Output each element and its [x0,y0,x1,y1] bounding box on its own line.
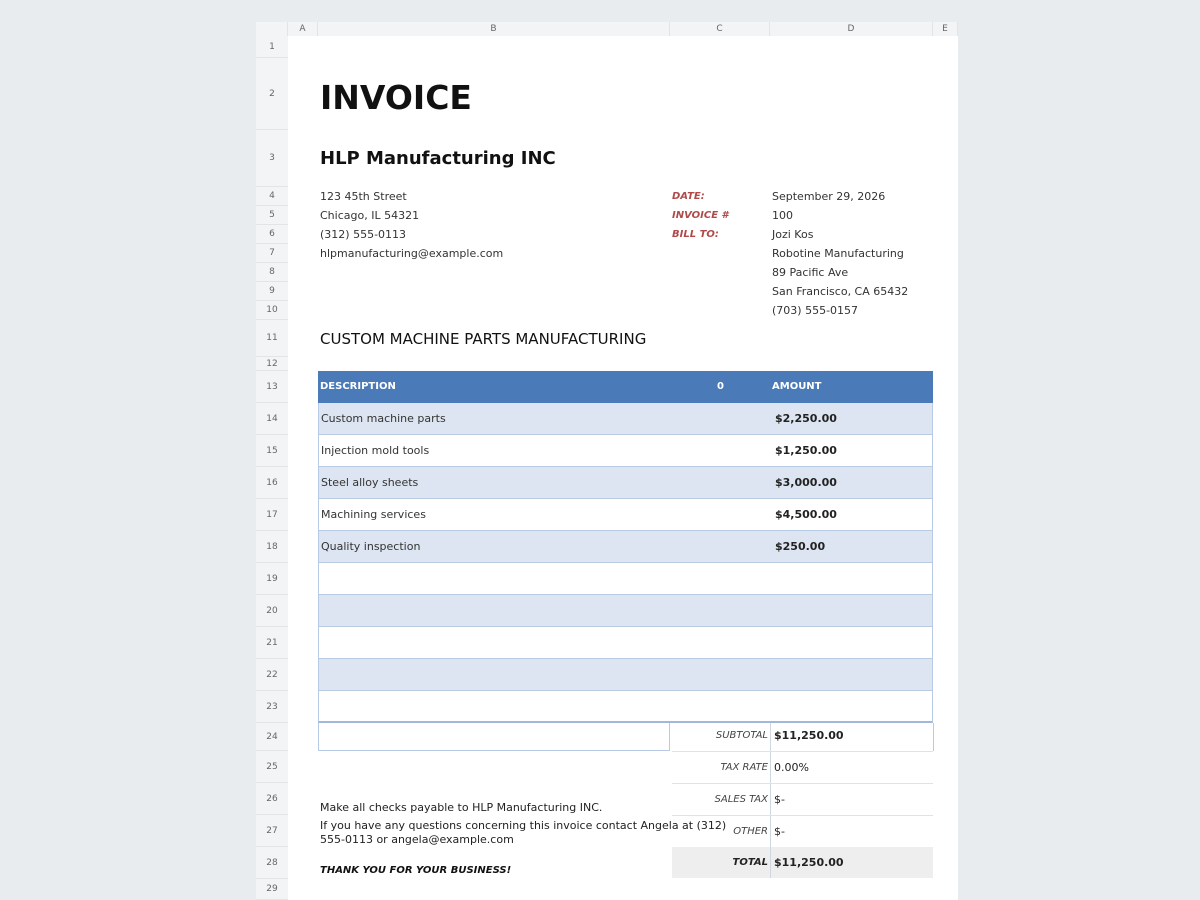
row-header-27[interactable]: 27 [256,815,288,847]
column-header-e[interactable]: E [933,22,958,36]
items-table-header [318,371,933,403]
row-header-19[interactable]: 19 [256,563,288,595]
bill-to-name[interactable]: Jozi Kos [772,228,814,241]
row-header-16[interactable]: 16 [256,467,288,499]
item-description: Custom machine parts [321,412,446,425]
column-header-d[interactable]: D [770,22,933,36]
bill-to-company[interactable]: Robotine Manufacturing [772,247,904,260]
item-amount: $250.00 [775,540,826,553]
bill-to-label[interactable]: BILL TO: [672,229,719,240]
row-header-24[interactable]: 24 [256,723,288,751]
bill-to-phone[interactable]: (703) 555-0157 [772,304,859,317]
company-street[interactable]: 123 45th Street [320,190,407,203]
table-row[interactable] [318,659,933,691]
row-header-18[interactable]: 18 [256,531,288,563]
bill-to-city[interactable]: San Francisco, CA 65432 [772,285,909,298]
thank-you-note[interactable]: THANK YOU FOR YOUR BUSINESS! [320,865,512,876]
row-header-2[interactable]: 2 [256,58,288,130]
row-header-13[interactable]: 13 [256,371,288,403]
row-header-28[interactable]: 28 [256,847,288,879]
select-all-corner[interactable] [256,22,288,36]
invoice-number-value[interactable]: 100 [772,209,793,222]
company-name[interactable]: HLP Manufacturing INC [320,148,556,169]
table-row[interactable] [318,531,933,563]
invoice-number-label[interactable]: INVOICE # [672,210,729,221]
quantity-header[interactable]: 0 [717,381,724,392]
row-header-1[interactable]: 1 [256,36,288,58]
row-header-7[interactable]: 7 [256,244,288,263]
sales-tax-label[interactable]: SALES TAX [714,794,768,805]
row-header-3[interactable]: 3 [256,130,288,187]
invoice-title[interactable]: INVOICE [320,78,472,117]
item-description: Machining services [321,508,426,521]
contact-note-line-1[interactable]: If you have any questions concerning this invoice contact Angela at (312) [320,819,727,832]
subtotal-value[interactable]: $11,250.00 [774,729,844,742]
totals-divider [770,847,771,878]
company-email[interactable]: hlpmanufacturing@example.com [320,247,504,260]
row-header-11[interactable]: 11 [256,320,288,357]
totals-divider-line [672,783,933,784]
row-header-22[interactable]: 22 [256,659,288,691]
row-header-10[interactable]: 10 [256,301,288,320]
row-header-6[interactable]: 6 [256,225,288,244]
blank-cell[interactable] [318,723,670,751]
other-value[interactable]: $- [774,825,785,838]
item-description: Injection mold tools [321,444,430,457]
row-header-29[interactable]: 29 [256,879,288,900]
table-row[interactable] [318,435,933,467]
table-row[interactable] [318,563,933,595]
item-amount: $2,250.00 [775,412,837,425]
company-city[interactable]: Chicago, IL 54321 [320,209,420,222]
contact-note-line-2[interactable]: 555-0113 or angela@example.com [320,833,514,846]
item-description: Steel alloy sheets [321,476,419,489]
payable-note[interactable]: Make all checks payable to HLP Manufacturing INC. [320,801,603,814]
table-row[interactable] [318,403,933,435]
column-header-c[interactable]: C [670,22,770,36]
subtotal-label[interactable]: SUBTOTAL [715,730,768,741]
row-header-20[interactable]: 20 [256,595,288,627]
row-header-23[interactable]: 23 [256,691,288,723]
totals-divider-line [672,815,933,816]
row-header-8[interactable]: 8 [256,263,288,282]
section-title[interactable]: CUSTOM MACHINE PARTS MANUFACTURING [320,330,647,348]
row-header-4[interactable]: 4 [256,187,288,206]
date-label[interactable]: DATE: [672,191,705,202]
sales-tax-value[interactable]: $- [774,793,785,806]
column-header-b[interactable]: B [318,22,670,36]
tax-rate-label[interactable]: TAX RATE [720,762,768,773]
table-row[interactable] [318,595,933,627]
item-description: Quality inspection [321,540,421,553]
table-row[interactable] [318,499,933,531]
item-amount: $4,500.00 [775,508,837,521]
row-header-12[interactable]: 12 [256,357,288,371]
company-phone[interactable]: (312) 555-0113 [320,228,407,241]
description-header[interactable]: DESCRIPTION [320,381,396,392]
table-row[interactable] [318,691,933,723]
totals-right-border [933,723,934,751]
row-header-5[interactable]: 5 [256,206,288,225]
amount-header[interactable]: AMOUNT [772,381,822,392]
other-label[interactable]: OTHER [733,826,768,837]
row-header-26[interactable]: 26 [256,783,288,815]
row-header-9[interactable]: 9 [256,282,288,301]
total-label[interactable]: TOTAL [732,857,768,868]
column-header-a[interactable]: A [288,22,318,36]
row-header-14[interactable]: 14 [256,403,288,435]
total-value[interactable]: $11,250.00 [774,856,844,869]
row-header-17[interactable]: 17 [256,499,288,531]
bill-to-street[interactable]: 89 Pacific Ave [772,266,849,279]
table-row[interactable] [318,467,933,499]
item-amount: $1,250.00 [775,444,837,457]
date-value[interactable]: September 29, 2026 [772,190,886,203]
row-header-25[interactable]: 25 [256,751,288,783]
tax-rate-value[interactable]: 0.00% [774,761,809,774]
row-header-15[interactable]: 15 [256,435,288,467]
table-row[interactable] [318,627,933,659]
row-header-21[interactable]: 21 [256,627,288,659]
totals-divider-line [672,751,933,752]
item-amount: $3,000.00 [775,476,837,489]
